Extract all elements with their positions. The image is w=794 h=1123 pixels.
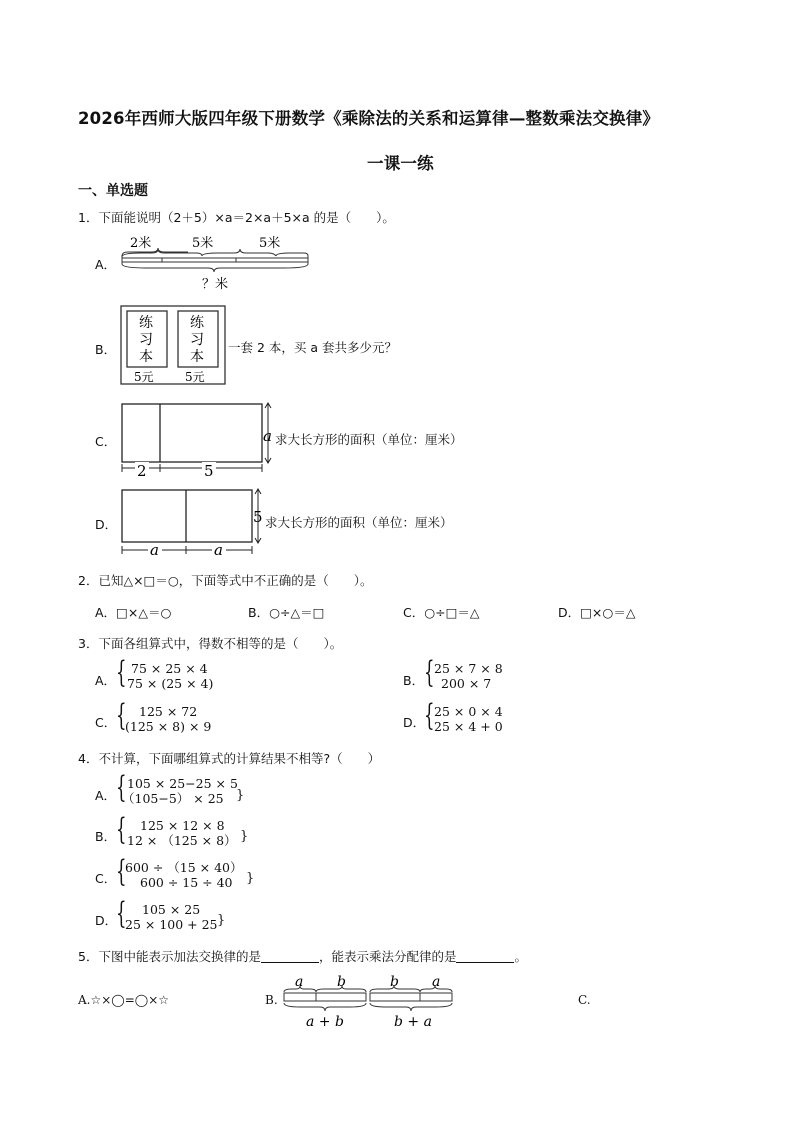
q1-option-c-label: C．: [95, 434, 117, 449]
left-brace: {: [116, 896, 127, 931]
width-label-1: a: [150, 541, 159, 559]
question-3-stem: 3．下面各组算式中，得数不相等的是（ ）。: [78, 636, 343, 651]
q1-option-c-caption: 求大长方形的面积（单位：厘米）: [275, 432, 463, 447]
q1-option-d-caption: 求大长方形的面积（单位：厘米）: [265, 515, 453, 530]
width-label-2: 5: [204, 462, 214, 480]
q2-option-a[interactable]: A．□×△＝○: [95, 605, 172, 620]
q5-option-c-label: C.: [578, 993, 591, 1007]
q3-b-line2: 200 × 7: [441, 676, 492, 691]
right-brace: }: [236, 788, 245, 803]
q3-b-line1: 25 × 7 × 8: [434, 661, 503, 676]
sum-right: b + a: [394, 1014, 432, 1030]
left-brace: {: [116, 854, 127, 889]
sum-left: a + b: [306, 1014, 344, 1030]
right-brace: }: [217, 913, 226, 928]
q4-d-line1: 105 × 25: [142, 902, 201, 917]
seg-label-3: 5米: [259, 236, 281, 251]
q3-c-line1: 125 × 72: [139, 704, 198, 719]
q3-option-a-label: A．: [95, 673, 117, 688]
book-text-6: 本: [190, 349, 204, 365]
book-text-3: 本: [139, 349, 153, 365]
q5-stem-a: 5．下图中能表示加法交换律的是: [78, 949, 261, 964]
q3-d-line1: 25 × 0 × 4: [434, 704, 503, 719]
left-brace: {: [424, 698, 435, 733]
question-4-stem: 4．不计算，下面哪组算式的计算结果不相等?（ ）: [78, 751, 381, 766]
q4-c-line2: 600 ÷ 15 ÷ 40: [140, 875, 233, 890]
q3-a-line1: 75 × 25 × 4: [131, 661, 208, 676]
q3-option-b-label: B．: [403, 673, 425, 688]
q5-stem-b: ，能表示乘法分配律的是: [318, 949, 457, 964]
q4-option-a-label: A．: [95, 788, 117, 803]
price-2: 5元: [185, 370, 205, 384]
q1-option-d-label: D．: [95, 517, 118, 532]
q5-option-b-diagram: [280, 972, 460, 1032]
seg-label-1: 2米: [130, 236, 152, 251]
question-2-stem: 2．已知△×□＝○，下面等式中不正确的是（ ）。: [78, 573, 373, 588]
q1-option-c-diagram: [118, 398, 278, 482]
q4-option-b-label: B．: [95, 829, 117, 844]
seg-a2: a: [432, 974, 441, 990]
seg-b2: b: [390, 974, 399, 990]
total-label: ？米: [202, 277, 229, 292]
q2-option-b[interactable]: B．○÷△＝□: [248, 605, 325, 620]
q4-option-c-label: C．: [95, 871, 117, 886]
q4-c-line1: 600 ÷ （15 × 40）: [125, 860, 243, 875]
left-brace: {: [116, 812, 127, 847]
q4-a-line1: 105 × 25−25 × 5: [127, 776, 238, 791]
q1-option-b-label: B．: [95, 342, 117, 357]
answer-blank-1[interactable]: [261, 950, 319, 963]
width-label-2: a: [214, 541, 223, 559]
q3-a-line2: 75 × (25 × 4): [127, 676, 214, 691]
width-label-1: 2: [137, 462, 147, 480]
height-label: a: [263, 427, 272, 445]
answer-blank-2[interactable]: [456, 950, 514, 963]
q2-option-d[interactable]: D．□×○＝△: [558, 605, 636, 620]
q3-d-line2: 25 × 4 + 0: [434, 719, 503, 734]
seg-a: a: [295, 974, 304, 990]
left-brace: {: [424, 655, 435, 690]
q1-option-a-label: A．: [95, 257, 117, 272]
q5-option-a[interactable]: A.☆×◯=◯×☆: [78, 993, 170, 1007]
q1-option-a-diagram: [118, 232, 318, 292]
q3-c-line2: (125 × 8) × 9: [125, 719, 212, 734]
q5-stem-c: 。: [514, 949, 527, 964]
q4-b-line1: 125 × 12 × 8: [140, 818, 225, 833]
q4-option-d-label: D．: [95, 913, 118, 928]
left-brace: {: [116, 655, 127, 690]
q5-option-b-label: B.: [265, 993, 278, 1007]
right-brace: }: [246, 871, 255, 886]
q3-option-c-label: C．: [95, 715, 117, 730]
right-brace: }: [240, 829, 249, 844]
q4-d-line2: 25 × 100 + 25: [125, 917, 218, 932]
book-text-1: 练: [139, 315, 153, 331]
book-text-4: 练: [190, 315, 204, 331]
q4-b-line2: 12 × （125 × 8）: [127, 833, 237, 848]
seg-b: b: [337, 974, 346, 990]
page-subtitle: 一课一练: [367, 154, 434, 173]
q1-option-b-diagram: [120, 305, 228, 387]
q3-option-d-label: D．: [403, 715, 426, 730]
section-heading: 一、单选题: [78, 183, 148, 199]
page-title: 2026年西师大版四年级下册数学《乘除法的关系和运算律—整数乘法交换律》: [78, 109, 660, 128]
question-1-stem: 1．下面能说明（2＋5）×a＝2×a＋5×a 的是（ ）。: [78, 210, 395, 225]
q4-a-line2: （105−5） × 25: [122, 791, 224, 806]
seg-label-2: 5米: [192, 236, 214, 251]
left-brace: {: [116, 770, 127, 805]
book-text-2: 习: [139, 332, 153, 348]
question-5-stem: [78, 947, 527, 965]
left-brace: {: [116, 698, 127, 733]
q1-option-b-caption: 一套 2 本，买 a 套共多少元？: [228, 340, 398, 355]
height-label: 5: [253, 508, 263, 526]
price-1: 5元: [134, 370, 154, 384]
q2-option-c[interactable]: C．○÷□＝△: [403, 605, 480, 620]
q1-option-d-diagram: [118, 485, 266, 561]
book-text-5: 习: [190, 332, 204, 348]
